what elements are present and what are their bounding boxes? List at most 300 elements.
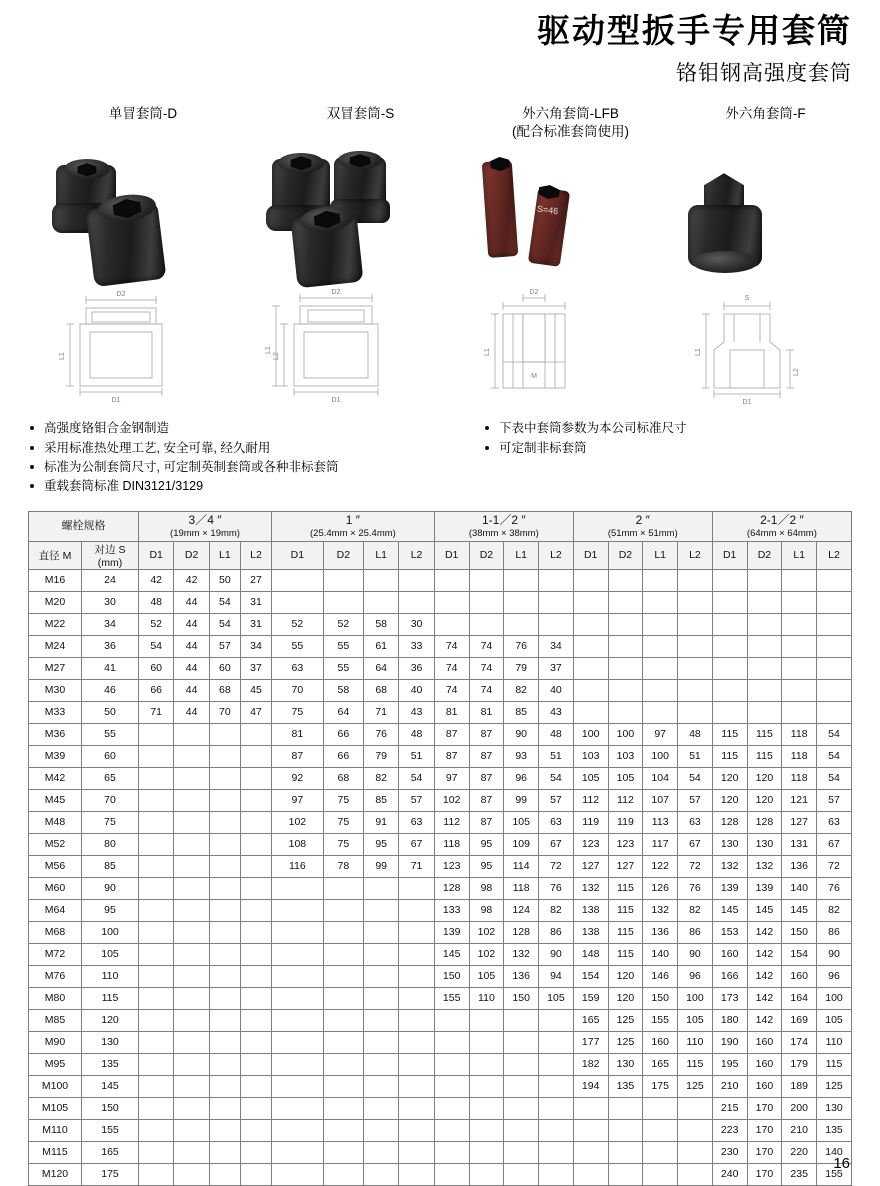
cell-dimension: 57 <box>817 789 852 811</box>
cell-dimension: 82 <box>817 899 852 921</box>
cell-dimension: 136 <box>504 965 539 987</box>
cell-dimension <box>139 789 174 811</box>
cell-dimension <box>747 701 782 723</box>
cell-dimension: 118 <box>782 745 817 767</box>
cell-dimension: 120 <box>608 965 643 987</box>
cell-dimension: 127 <box>573 855 608 877</box>
cell-dimension <box>209 1141 240 1163</box>
cell-dimension: 131 <box>782 833 817 855</box>
cell-dimension <box>209 789 240 811</box>
cell-dimension <box>323 1009 363 1031</box>
spec-table-corner-title: 螺栓规格 <box>29 511 139 541</box>
cell-across-flats: 55 <box>82 723 139 745</box>
table-row <box>29 1075 852 1097</box>
cell-dimension: 74 <box>434 657 469 679</box>
cell-dimension: 42 <box>139 569 174 591</box>
cell-dimension: 82 <box>539 899 574 921</box>
cell-dimension <box>399 1141 434 1163</box>
cell-dimension <box>174 1163 209 1185</box>
cell-dimension <box>174 1097 209 1119</box>
spec-header-dim: L2 <box>539 541 574 569</box>
cell-dimension <box>782 679 817 701</box>
cell-dimension <box>363 987 398 1009</box>
cell-dimension: 109 <box>504 833 539 855</box>
cell-dimension <box>678 1097 713 1119</box>
cell-dimension <box>782 591 817 613</box>
cell-diameter: M24 <box>29 635 82 657</box>
table-row <box>29 723 852 745</box>
spec-group-header <box>139 511 272 541</box>
cell-dimension <box>469 1119 504 1141</box>
cell-dimension <box>363 1031 398 1053</box>
cell-dimension <box>678 1163 713 1185</box>
cell-dimension <box>643 1119 678 1141</box>
cell-dimension: 36 <box>399 657 434 679</box>
cell-dimension: 115 <box>747 723 782 745</box>
cell-dimension: 66 <box>139 679 174 701</box>
table-row <box>29 965 852 987</box>
cell-dimension <box>469 1141 504 1163</box>
cell-dimension <box>678 613 713 635</box>
cell-dimension: 44 <box>174 591 209 613</box>
cell-dimension <box>782 701 817 723</box>
cell-dimension: 95 <box>469 855 504 877</box>
cell-dimension: 87 <box>434 745 469 767</box>
cell-dimension <box>139 877 174 899</box>
cell-dimension: 87 <box>469 745 504 767</box>
cell-dimension: 82 <box>504 679 539 701</box>
cell-diameter: M22 <box>29 613 82 635</box>
cell-dimension: 75 <box>323 833 363 855</box>
cell-dimension <box>678 1119 713 1141</box>
cell-across-flats: 24 <box>82 569 139 591</box>
cell-dimension <box>747 679 782 701</box>
cell-dimension <box>504 1119 539 1141</box>
cell-dimension: 50 <box>209 569 240 591</box>
cell-across-flats: 65 <box>82 767 139 789</box>
cell-dimension <box>817 613 852 635</box>
cell-dimension <box>747 591 782 613</box>
cell-dimension: 160 <box>782 965 817 987</box>
cell-dimension <box>399 1031 434 1053</box>
cell-dimension <box>643 613 678 635</box>
table-row <box>29 1053 852 1075</box>
cell-dimension: 67 <box>399 833 434 855</box>
cell-dimension <box>363 943 398 965</box>
spec-group-size: 2 ″ <box>635 512 650 527</box>
table-row <box>29 701 852 723</box>
cell-dimension: 57 <box>678 789 713 811</box>
cell-dimension <box>139 965 174 987</box>
cell-dimension: 37 <box>240 657 271 679</box>
cell-dimension: 130 <box>608 1053 643 1075</box>
cell-dimension <box>323 987 363 1009</box>
cell-dimension <box>209 899 240 921</box>
cell-dimension <box>434 1119 469 1141</box>
cell-dimension: 160 <box>643 1031 678 1053</box>
cell-dimension <box>323 1031 363 1053</box>
spec-header-dim: D2 <box>608 541 643 569</box>
cell-across-flats: 85 <box>82 855 139 877</box>
cell-dimension <box>573 635 608 657</box>
cell-dimension: 124 <box>504 899 539 921</box>
drawing-svg-f <box>678 288 853 413</box>
cell-dimension: 43 <box>399 701 434 723</box>
spec-group-size: 1 ″ <box>345 512 361 527</box>
cell-dimension: 150 <box>643 987 678 1009</box>
cell-dimension: 105 <box>608 767 643 789</box>
cell-dimension: 81 <box>434 701 469 723</box>
cell-dimension <box>209 943 240 965</box>
cell-dimension: 87 <box>469 789 504 811</box>
cell-dimension: 170 <box>747 1119 782 1141</box>
cell-dimension <box>817 679 852 701</box>
cell-dimension <box>240 921 271 943</box>
cell-dimension: 54 <box>678 767 713 789</box>
cell-dimension <box>539 1053 574 1075</box>
cell-across-flats: 120 <box>82 1009 139 1031</box>
cell-dimension: 125 <box>608 1009 643 1031</box>
cell-dimension <box>469 1009 504 1031</box>
cell-dimension <box>174 943 209 965</box>
cell-dimension <box>240 877 271 899</box>
cell-dimension: 68 <box>363 679 398 701</box>
cell-dimension: 95 <box>363 833 398 855</box>
cell-dimension: 90 <box>539 943 574 965</box>
cell-dimension: 166 <box>712 965 747 987</box>
cell-across-flats: 175 <box>82 1163 139 1185</box>
cell-dimension <box>399 591 434 613</box>
cell-dimension: 115 <box>712 723 747 745</box>
cell-dimension: 132 <box>504 943 539 965</box>
cell-dimension <box>469 1031 504 1053</box>
table-row <box>29 833 852 855</box>
cell-dimension: 76 <box>363 723 398 745</box>
cell-dimension <box>712 657 747 679</box>
cell-dimension: 133 <box>434 899 469 921</box>
cell-dimension: 140 <box>817 1141 852 1163</box>
cell-dimension <box>504 569 539 591</box>
cell-diameter: M64 <box>29 899 82 921</box>
cell-dimension <box>272 1031 324 1053</box>
spec-group-size: 2-1／2 ″ <box>760 512 804 527</box>
cell-dimension: 100 <box>573 723 608 745</box>
drawing-d-d2: D2 <box>116 291 126 299</box>
cell-dimension: 57 <box>539 789 574 811</box>
cell-dimension <box>272 943 324 965</box>
cell-dimension: 179 <box>782 1053 817 1075</box>
cell-dimension: 74 <box>434 679 469 701</box>
cell-dimension: 44 <box>174 613 209 635</box>
cell-dimension <box>139 1053 174 1075</box>
cell-dimension <box>174 965 209 987</box>
cell-dimension <box>573 701 608 723</box>
cell-dimension: 67 <box>678 833 713 855</box>
cell-dimension: 102 <box>469 943 504 965</box>
cell-dimension: 105 <box>678 1009 713 1031</box>
cell-dimension <box>272 1141 324 1163</box>
drawing-f-l2: L2 <box>793 368 800 377</box>
notes-section <box>28 419 852 497</box>
cell-dimension <box>174 745 209 767</box>
spec-header-dim: D2 <box>174 541 209 569</box>
cell-dimension <box>240 1053 271 1075</box>
table-row <box>29 811 852 833</box>
cell-diameter: M80 <box>29 987 82 1009</box>
cell-across-flats: 80 <box>82 833 139 855</box>
cell-dimension: 145 <box>434 943 469 965</box>
spec-header-dim: L2 <box>678 541 713 569</box>
cell-dimension: 170 <box>747 1163 782 1185</box>
cell-dimension <box>712 569 747 591</box>
cell-dimension: 125 <box>608 1031 643 1053</box>
cell-across-flats: 110 <box>82 965 139 987</box>
cell-dimension: 44 <box>174 679 209 701</box>
cell-dimension: 74 <box>469 679 504 701</box>
cell-diameter: M120 <box>29 1163 82 1185</box>
table-row <box>29 943 852 965</box>
cell-dimension <box>643 1141 678 1163</box>
cell-dimension: 54 <box>209 591 240 613</box>
cell-dimension: 127 <box>608 855 643 877</box>
cell-dimension: 74 <box>469 635 504 657</box>
cell-diameter: M72 <box>29 943 82 965</box>
cell-dimension: 86 <box>817 921 852 943</box>
cell-dimension <box>323 1119 363 1141</box>
cell-dimension <box>139 1141 174 1163</box>
cell-dimension: 118 <box>504 877 539 899</box>
cell-dimension <box>139 1075 174 1097</box>
cell-dimension: 116 <box>272 855 324 877</box>
cell-dimension <box>608 1119 643 1141</box>
cell-diameter: M36 <box>29 723 82 745</box>
cell-dimension: 175 <box>643 1075 678 1097</box>
cell-dimension: 194 <box>573 1075 608 1097</box>
cell-dimension <box>363 1075 398 1097</box>
cell-dimension: 66 <box>323 745 363 767</box>
cell-dimension: 107 <box>643 789 678 811</box>
cell-dimension <box>240 811 271 833</box>
drawing-s-l2: L2 <box>273 352 280 361</box>
cell-dimension <box>539 569 574 591</box>
cell-across-flats: 70 <box>82 789 139 811</box>
cell-dimension <box>399 877 434 899</box>
cell-dimension <box>209 1031 240 1053</box>
spec-group-header <box>434 511 573 541</box>
cell-dimension: 110 <box>817 1031 852 1053</box>
drawing-f-d1: D1 <box>742 399 752 407</box>
cell-dimension <box>209 855 240 877</box>
cell-dimension: 33 <box>399 635 434 657</box>
cell-dimension: 78 <box>323 855 363 877</box>
cell-dimension <box>469 613 504 635</box>
cell-dimension: 180 <box>712 1009 747 1031</box>
cell-dimension: 51 <box>678 745 713 767</box>
cell-dimension <box>469 1097 504 1119</box>
cell-dimension: 128 <box>747 811 782 833</box>
cell-dimension <box>747 657 782 679</box>
cell-dimension <box>504 1163 539 1185</box>
cell-dimension <box>174 1053 209 1075</box>
notes-right <box>483 419 852 497</box>
cell-dimension: 100 <box>678 987 713 1009</box>
cell-dimension: 127 <box>782 811 817 833</box>
cell-dimension <box>573 613 608 635</box>
cell-dimension <box>399 921 434 943</box>
cell-dimension: 120 <box>608 987 643 1009</box>
cell-across-flats: 34 <box>82 613 139 635</box>
cell-dimension <box>363 591 398 613</box>
cell-dimension: 160 <box>747 1053 782 1075</box>
cell-dimension: 48 <box>539 723 574 745</box>
cell-dimension <box>434 591 469 613</box>
cell-dimension <box>817 657 852 679</box>
product-photo-d <box>28 143 258 288</box>
cell-dimension <box>399 987 434 1009</box>
cell-across-flats: 145 <box>82 1075 139 1097</box>
cell-diameter: M85 <box>29 1009 82 1031</box>
cell-dimension <box>209 1053 240 1075</box>
cell-dimension <box>399 1053 434 1075</box>
notes-left <box>28 419 483 497</box>
spec-header-dim: D2 <box>323 541 363 569</box>
drawing-d-d1: D1 <box>111 397 121 405</box>
cell-dimension: 142 <box>747 965 782 987</box>
cell-dimension <box>240 723 271 745</box>
spec-header-dim: L1 <box>504 541 539 569</box>
cell-dimension: 150 <box>782 921 817 943</box>
cell-dimension <box>504 1075 539 1097</box>
cell-dimension: 66 <box>323 723 363 745</box>
cell-dimension <box>139 899 174 921</box>
cell-dimension: 63 <box>817 811 852 833</box>
cell-dimension <box>643 1163 678 1185</box>
cell-dimension: 103 <box>608 745 643 767</box>
cell-across-flats: 115 <box>82 987 139 1009</box>
cell-dimension <box>174 723 209 745</box>
cell-dimension: 120 <box>712 767 747 789</box>
cell-dimension: 51 <box>399 745 434 767</box>
cell-dimension: 37 <box>539 657 574 679</box>
cell-dimension <box>209 1119 240 1141</box>
cell-dimension <box>782 613 817 635</box>
cell-dimension <box>240 1097 271 1119</box>
cell-dimension: 76 <box>817 877 852 899</box>
cell-dimension <box>240 987 271 1009</box>
cell-dimension: 70 <box>272 679 324 701</box>
cell-dimension <box>323 1075 363 1097</box>
cell-dimension: 96 <box>678 965 713 987</box>
cell-dimension <box>643 1097 678 1119</box>
cell-dimension: 138 <box>573 899 608 921</box>
cell-dimension: 55 <box>323 657 363 679</box>
cell-dimension: 128 <box>504 921 539 943</box>
table-row <box>29 921 852 943</box>
cell-dimension <box>323 943 363 965</box>
drawing-svg-d <box>28 288 258 413</box>
table-row <box>29 591 852 613</box>
cell-dimension: 118 <box>434 833 469 855</box>
table-row <box>29 613 852 635</box>
cell-dimension <box>539 1119 574 1141</box>
cell-dimension <box>504 1097 539 1119</box>
cell-dimension: 55 <box>323 635 363 657</box>
cell-dimension: 115 <box>747 745 782 767</box>
cell-dimension: 112 <box>573 789 608 811</box>
cell-dimension <box>434 1141 469 1163</box>
cell-diameter: M105 <box>29 1097 82 1119</box>
cell-dimension: 51 <box>539 745 574 767</box>
cell-dimension: 87 <box>469 811 504 833</box>
cell-diameter: M76 <box>29 965 82 987</box>
cell-dimension <box>363 899 398 921</box>
cell-dimension <box>209 811 240 833</box>
table-row <box>29 789 852 811</box>
cell-diameter: M100 <box>29 1075 82 1097</box>
cell-dimension <box>209 921 240 943</box>
cell-diameter: M42 <box>29 767 82 789</box>
cell-dimension: 86 <box>678 921 713 943</box>
cell-dimension <box>504 1053 539 1075</box>
cell-dimension: 114 <box>504 855 539 877</box>
cell-dimension: 104 <box>643 767 678 789</box>
cell-dimension: 112 <box>608 789 643 811</box>
cell-dimension: 72 <box>539 855 574 877</box>
cell-dimension: 68 <box>323 767 363 789</box>
cell-dimension <box>209 877 240 899</box>
cell-dimension <box>817 701 852 723</box>
cell-dimension: 92 <box>272 767 324 789</box>
spec-table-head <box>29 511 852 569</box>
cell-dimension: 132 <box>573 877 608 899</box>
cell-dimension: 81 <box>469 701 504 723</box>
cell-dimension: 122 <box>643 855 678 877</box>
cell-dimension <box>573 657 608 679</box>
cell-dimension <box>240 1163 271 1185</box>
cell-dimension <box>399 1009 434 1031</box>
cell-dimension: 110 <box>469 987 504 1009</box>
cell-dimension <box>209 1009 240 1031</box>
cell-dimension: 142 <box>747 943 782 965</box>
cell-dimension: 55 <box>272 635 324 657</box>
cell-dimension <box>643 679 678 701</box>
cell-dimension: 105 <box>504 811 539 833</box>
cell-dimension: 240 <box>712 1163 747 1185</box>
page-title: 驱动型扳手专用套筒 <box>537 12 852 49</box>
cell-dimension <box>363 1163 398 1185</box>
cell-dimension <box>323 921 363 943</box>
cell-diameter: M95 <box>29 1053 82 1075</box>
cell-across-flats: 95 <box>82 899 139 921</box>
cell-across-flats: 135 <box>82 1053 139 1075</box>
cell-across-flats: 90 <box>82 877 139 899</box>
cell-dimension <box>539 591 574 613</box>
cell-dimension <box>469 1163 504 1185</box>
socket-photo-lfb-b <box>528 187 570 267</box>
cell-dimension <box>712 635 747 657</box>
cell-dimension <box>747 569 782 591</box>
cell-dimension <box>272 965 324 987</box>
product-label-s: 双冒套筒-S <box>326 106 395 122</box>
drawing-lfb-l1: L1 <box>484 348 491 357</box>
note-item: 高强度铬钼合金钢制造 <box>28 419 483 438</box>
product-label-lfb <box>463 105 678 143</box>
cell-dimension <box>363 1141 398 1163</box>
cell-dimension: 82 <box>678 899 713 921</box>
cell-dimension <box>174 789 209 811</box>
cell-dimension: 132 <box>643 899 678 921</box>
cell-dimension: 120 <box>747 767 782 789</box>
